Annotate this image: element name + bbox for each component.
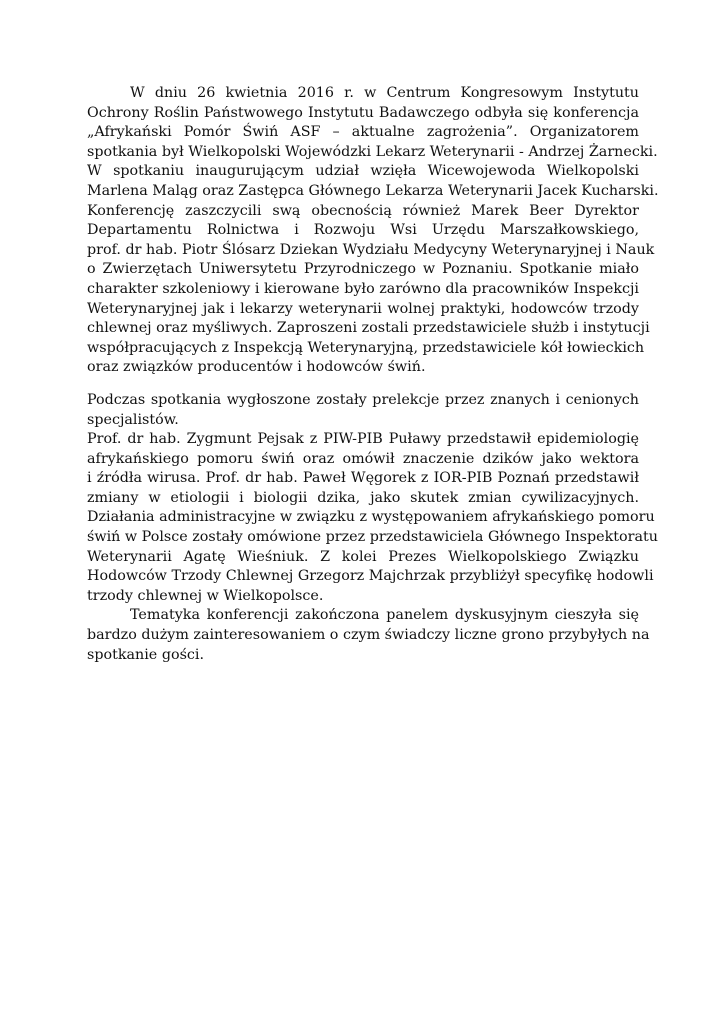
paragraph-line: Działania administracyjne w związku z występowaniem afrykańskiego pomoru	[87, 509, 655, 526]
paragraph-line: „Afrykański Pomór Świń ASF – aktualne zagrożenia”. Organizatorem	[87, 124, 639, 141]
paragraph-line: Prof. dr hab. Zygmunt Pejsak z PIW-PIB Puławy przedstawił epidemiologię	[87, 431, 639, 448]
paragraph-line: Tematyka konferencji zakończona panelem dyskusyjnym cieszyła się	[130, 607, 639, 624]
paragraph-line: afrykańskiego pomoru świń oraz omówił znaczenie dzików jako wektora	[87, 450, 639, 467]
paragraph-line: charakter szkoleniowy i kierowane było zarówno dla pracowników Inspekcji	[87, 280, 639, 297]
paragraph-line: Departamentu Rolnictwa i Rozwoju Wsi Urzędu Marszałkowskiego,	[87, 222, 639, 239]
paragraph-lectures	[87, 391, 658, 607]
paragraph-line: trzody chlewnej w Wielkopolsce.	[87, 587, 324, 604]
paragraph-conference-intro	[87, 84, 659, 378]
paragraph-line: specjalistów.	[87, 411, 179, 428]
paragraph-line: zmiany w etiologii i biologii dzika, jako skutek zmian cywilizacyjnych.	[87, 489, 639, 506]
paragraph-summary	[87, 606, 650, 665]
paragraph-line: spotkanie gości.	[87, 646, 205, 663]
document-body	[87, 84, 659, 665]
paragraph-line: Hodowców Trzody Chlewnej Grzegorz Majchrzak przybliżył specyfikę hodowli	[87, 568, 654, 585]
paragraph-line: współpracujących z Inspekcją Weterynaryjną, przedstawiciele kół łowieckich	[87, 339, 645, 356]
paragraph-line: o Zwierzętach Uniwersytetu Przyrodniczego w Poznaniu. Spotkanie miało	[87, 261, 639, 278]
paragraph-line: prof. dr hab. Piotr Ślósarz Dziekan Wydziału Medycyny Weterynaryjnej i Nauk	[87, 241, 655, 258]
paragraph-line: świń w Polsce zostały omówione przez przedstawiciela Głównego Inspektoratu	[87, 529, 658, 546]
paragraph-spacer	[87, 378, 639, 391]
paragraph-line: Weterynaryjnej jak i lekarzy weterynarii wolnej praktyki, hodowców trzody	[87, 300, 639, 317]
paragraph-line: Ochrony Roślin Państwowego Instytutu Badawczego odbyła się konferencja	[87, 104, 639, 121]
paragraph-line: W spotkaniu inaugurującym udział wzięła Wicewojewoda Wielkopolski	[87, 163, 639, 180]
paragraph-line: chlewnej oraz myśliwych. Zaproszeni zostali przedstawiciele służb i instytucji	[87, 320, 650, 337]
paragraph-line: Marlena Maląg oraz Zastępca Głównego Lekarza Weterynarii Jacek Kucharski.	[87, 182, 659, 199]
paragraph-line: W dniu 26 kwietnia 2016 r. w Centrum Kongresowym Instytutu	[130, 85, 639, 101]
paragraph-line: Konferencję zaszczycili swą obecnością również Marek Beer Dyrektor	[87, 202, 639, 219]
paragraph-line: Weterynarii Agatę Wieśniuk. Z kolei Prezes Wielkopolskiego Związku	[87, 548, 639, 565]
paragraph-line: Podczas spotkania wygłoszone zostały prelekcje przez znanych i cenionych	[87, 391, 639, 408]
paragraph-line: bardzo dużym zainteresowaniem o czym świadczy liczne grono przybyłych na	[87, 627, 650, 644]
paragraph-line: oraz związków producentów i hodowców świń.	[87, 359, 426, 376]
paragraph-line: spotkania był Wielkopolski Wojewódzki Lekarz Weterynarii - Andrzej Żarnecki.	[87, 143, 658, 160]
paragraph-line: i źródła wirusa. Prof. dr hab. Paweł Węgorek z IOR-PIB Poznań przedstawił	[87, 470, 639, 487]
